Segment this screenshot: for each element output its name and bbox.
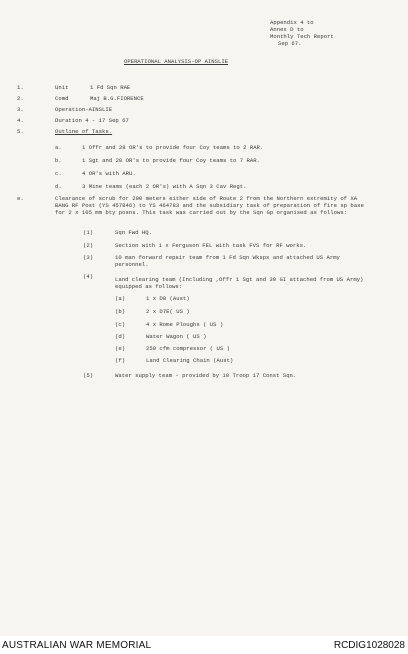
equipment-number: (c) xyxy=(115,321,126,328)
document-title: OPERATIONAL ANALYSIS-OP AINSLIE xyxy=(124,58,229,65)
item-label: Unit xyxy=(55,84,69,91)
equipment-text: Water Wagon ( US ) xyxy=(146,333,207,340)
item-label: Outline of Tasks. xyxy=(55,128,113,135)
equipment-number: (f) xyxy=(115,357,126,364)
equipment-text: 250 cfm compressor ( US ) xyxy=(146,345,230,352)
equipment-number: (b) xyxy=(115,308,126,315)
item-number: 5. xyxy=(17,128,24,135)
item-number: 2. xyxy=(17,95,24,102)
appendix-line: Sep 67. xyxy=(278,40,302,47)
archive-reference: RCDIG1028028 xyxy=(333,640,405,651)
task-letter: e. xyxy=(17,195,24,202)
task-text: 3 Mine teams (each 2 OR's) with A Sqn 3 Cav Regt. xyxy=(82,183,247,190)
subtask-number: (5) xyxy=(83,372,94,379)
task-text: 4 OR's with ARU. xyxy=(82,170,136,177)
task-letter: a. xyxy=(55,144,62,151)
archive-footer xyxy=(0,638,408,654)
item-label: Comd xyxy=(55,95,69,102)
appendix-line: Annex D to xyxy=(270,26,304,33)
item-label: Operation-AINSLIE xyxy=(55,106,113,113)
subtask-number: (1) xyxy=(83,229,94,236)
equipment-number: (a) xyxy=(115,295,126,302)
subtask-text: Water supply team - provided by 10 Troop 17 Const Sqn. xyxy=(115,372,297,379)
equipment-text: 2 x D7E( US ) xyxy=(146,308,190,315)
equipment-text: Land Clearing Chain (Aust) xyxy=(146,357,234,364)
equipment-number: (e) xyxy=(115,345,126,352)
subtask-text: Land clearing team (Including ,Offr 1 Sgt and 30 GI attached from US Army) equipped as follows: xyxy=(115,276,364,290)
subtask-text: 10 man forward repair team from 1 Fd Sqn Wksps and attached US Army personnel. xyxy=(115,254,340,268)
archive-name: AUSTRALIAN WAR MEMORIAL xyxy=(2,640,152,651)
task-text: Clearance of scrub for 200 meters either side of Route 2 from the Northern extremity of XA BANG RF Post (YS 457846) to YS 464783 and the subsidiary task of preparation of fire sp base for 2 x 105 mm bty posns. This task was carried out by the Sqn Gp organised as follows: xyxy=(55,195,364,216)
item-value: 1 Fd Sqn RAE xyxy=(90,84,131,91)
item-label: Duration 4 - 17 Sep 67 xyxy=(55,117,129,124)
appendix-line: Monthly Tech Report xyxy=(270,33,334,40)
subtask-number: (3) xyxy=(83,254,94,261)
equipment-text: 4 x Rome Ploughs ( US ) xyxy=(146,321,224,328)
subtask-text: Section with 1 x Ferguson FEL with task FVS for RF works. xyxy=(115,242,307,249)
subtask-number: (4) xyxy=(83,273,94,280)
task-text: 1 Sgt and 28 OR's to provide four Coy teams to 7 RAR. xyxy=(82,157,260,164)
item-number: 3. xyxy=(17,106,24,113)
task-letter: c. xyxy=(55,170,62,177)
item-value: Maj B.G.FIORENCE xyxy=(90,95,144,102)
task-text: 1 Offr and 28 OR's to provide four Coy teams to 2 RAR. xyxy=(82,144,264,151)
task-letter: b. xyxy=(55,157,62,164)
appendix-line: Appendix 4 to xyxy=(270,19,314,26)
item-number: 1. xyxy=(17,84,24,91)
subtask-number: (2) xyxy=(83,242,94,249)
item-number: 4. xyxy=(17,117,24,124)
task-letter: d. xyxy=(55,183,62,190)
subtask-text: Sqn Fwd HQ. xyxy=(115,229,152,236)
equipment-number: (d) xyxy=(115,333,126,340)
equipment-text: 1 x D8 (Aust) xyxy=(146,295,190,302)
